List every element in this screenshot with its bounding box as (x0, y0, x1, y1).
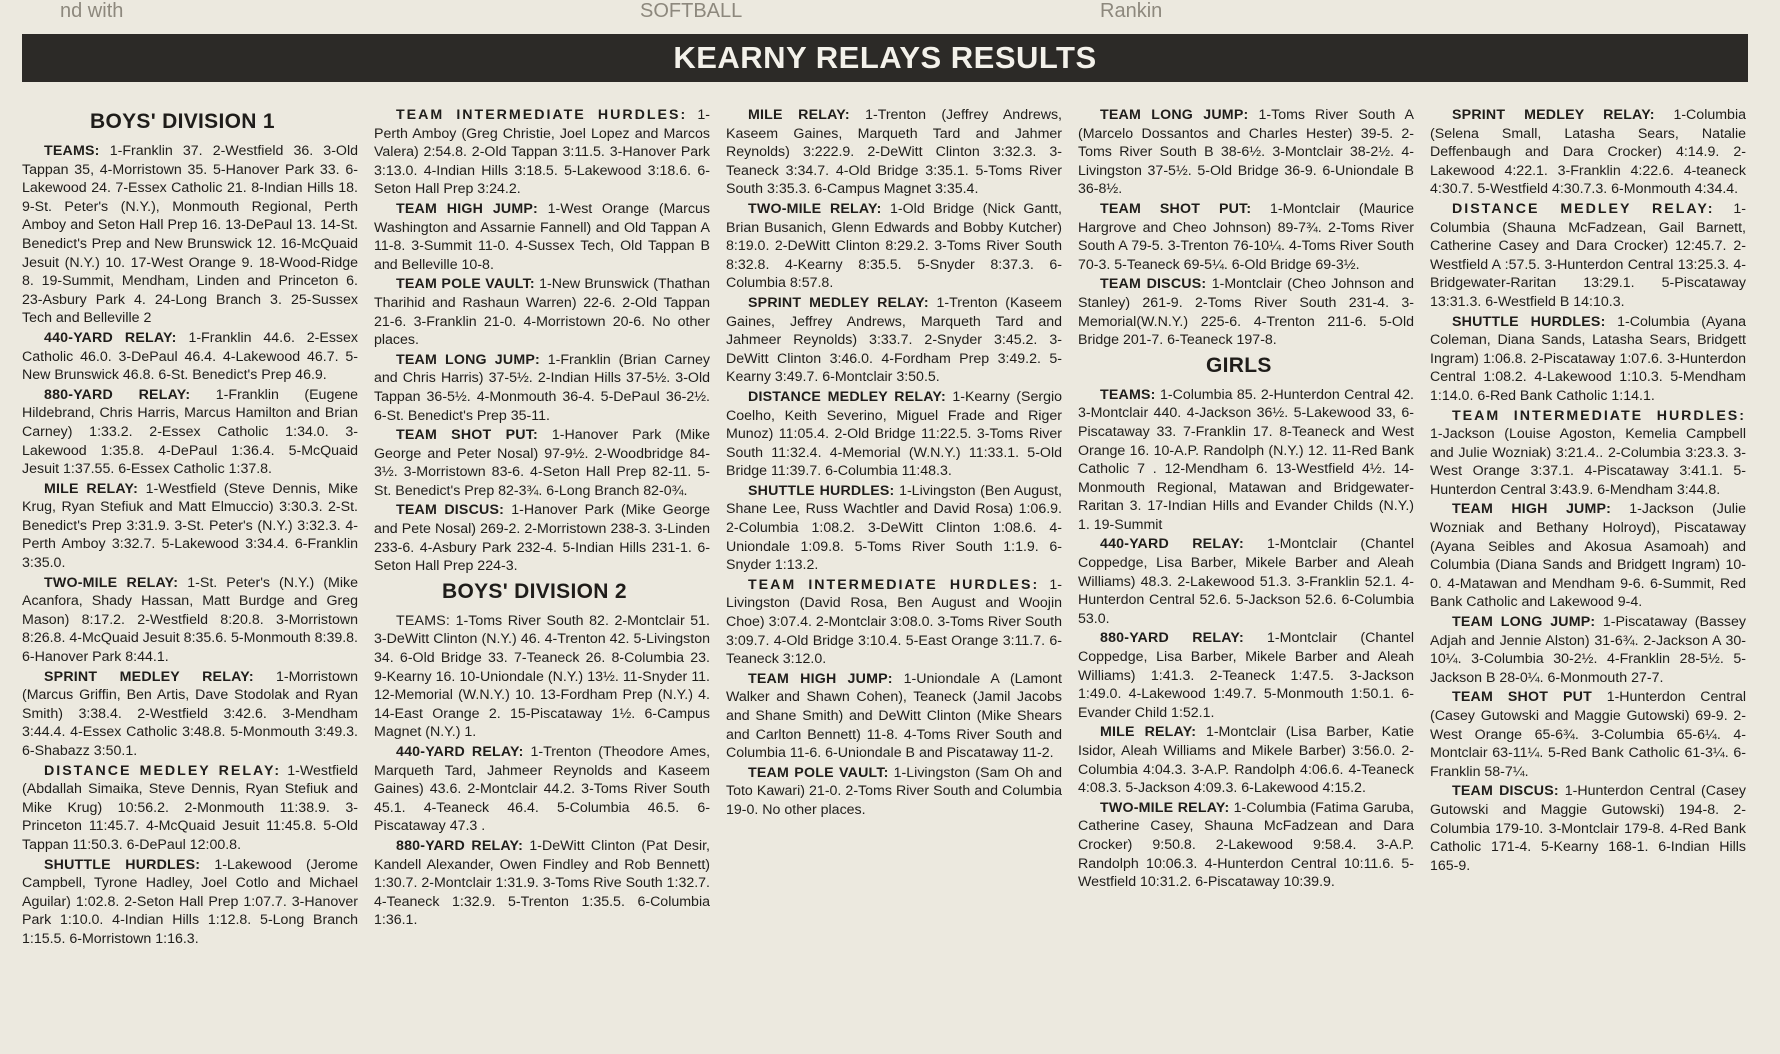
event-label: TEAM SHOT PUT: (1100, 200, 1252, 217)
event-results: 1-Toms River South 82. 2-Montclair 51. 3-DeWitt Clinton (N.Y.) 46. 4-Trenton 42. 5-Livingston 34. 6-Old Bridge 33. 7-Teaneck 26. 8-Columbia 23. 9-Kearny 16. 10-Uniondale (N.Y.) 13½. 11-Snyder 11. 12-Memorial (W.N.Y.) 10. 13-Fordham Prep (N.Y.) 4. 14-East Orange 2. 15-Piscataway 1½. 6-Campus Magnet (N.Y.) 1. (374, 612, 710, 741)
result-entry (726, 482, 1062, 575)
column-1 (22, 106, 358, 1046)
event-results: 1-Hanover Park (Mike George and Pete Nosal) 269-2. 2-Morristown 238-3. 3-Linden 233-6. 4-Asbury Park 232-4. 5-Indian Hills 231-1. 6-Seton Hall Prep 224-3. (374, 502, 710, 575)
result-entry (726, 576, 1062, 669)
section-heading-girls: GIRLS (1206, 353, 1272, 377)
event-label: TEAM POLE VAULT: (748, 764, 889, 781)
event-label: TEAMS: (1100, 386, 1156, 403)
event-label: TEAM LONG JUMP: (396, 351, 540, 368)
column-5 (1430, 106, 1746, 1046)
result-entry (374, 837, 710, 930)
event-results: 1-Franklin 37. 2-Westfield 36. 3-Old Tappan 35, 4-Morristown 35. 5-Hanover Park 33. 6-Lakewood 24. 7-Essex Catholic 21. 8-Indian Hills 18. 9-St. Peter's (N.Y.), Monmouth Regional, Perth Amboy and Seton Hall Prep 16. 13-DePaul 13. 14-St. Benedict's Prep and New Brunswick 12. 16-McQuaid Jesuit (N.Y.) 10. 17-West Orange 9. 18-Wood-Ridge 8. 19-Summit, Mendham, Linden and Princeton 6. 23-Asbury Park 4. 24-Long Branch 3. 25-Sussex Tech and Belleville 2 (22, 143, 358, 327)
result-entry (374, 612, 710, 742)
event-label: TEAM HIGH JUMP: (748, 670, 893, 687)
event-results: 1-Westfield (Abdallah Simaika, Steve Dennis, Ryan Stefiuk and Mike Krug) 10:56.2. 2-Monmouth 11:38.9. 3-Princeton 11:45.7. 4-McQuaid Jesuit 11:45.8. 5-Old Tappan 11:50.3. 6-DePaul 12:00.8. (22, 762, 358, 853)
event-label: TEAM DISCUS: (1100, 276, 1207, 293)
result-entry (726, 388, 1062, 481)
event-results: 1-New Brunswick (Thathan Tharihid and Rashaun Warren) 22-6. 2-Old Tappan 21-6. 3-Franklin 21-0. 4-Morristown 20-6. No other places. (374, 276, 710, 349)
top-fragment-3: Rankin (1100, 0, 1163, 22)
event-label: TEAM LONG JUMP: (1452, 614, 1596, 631)
event-results: 1-Livingston (Sam Oh and Toto Kawari) 21-0. 2-Toms River South and Columbia 19-0. No other places. (726, 764, 1062, 818)
result-entry (726, 764, 1062, 820)
event-results: 1-Montclair (Maurice Hargrove and Cheo Johnson) 89-7¾. 2-Toms River South A 79-5. 3-Trenton 76-10¼. 4-Toms River South 70-3. 5-Teaneck 69-5¼. 6-Old Bridge 69-3½. (1078, 200, 1414, 273)
column-3 (726, 106, 1062, 1046)
event-label: TEAM HIGH JUMP: (396, 200, 538, 217)
event-label: TEAM DISCUS: (1452, 783, 1559, 800)
top-fragment-1: nd with (60, 0, 124, 22)
result-entry (1430, 613, 1746, 687)
column-4 (1078, 106, 1414, 1046)
top-fragment-2: SOFTBALL (640, 0, 743, 22)
event-results: 1-Hunterdon Central (Casey Gutowski and Maggie Gutowski) 194-8. 2-Columbia 179-10. 3-Montclair 179-8. 4-Red Bank Catholic 171-4. 5-Kearny 168-1. 6-Indian Hills 165-9. (1430, 783, 1746, 874)
result-entry (1430, 407, 1746, 500)
event-label: TEAM HIGH JUMP: (1452, 501, 1612, 518)
result-entry (1078, 799, 1414, 892)
event-label: TEAM INTERMEDIATE HURDLES: (1452, 407, 1746, 424)
results-banner-title: KEARNY RELAYS RESULTS (22, 34, 1748, 82)
event-label: SPRINT MEDLEY RELAY: (748, 294, 929, 311)
result-entry (1078, 629, 1414, 722)
event-label: TEAM INTERMEDIATE HURDLES: (748, 576, 1040, 593)
event-results: 1-Hunterdon Central (Casey Gutowski and Maggie Gutowski) 69-9. 2-West Orange 65-6¾. 3-Columbia 65-6¼. 4-Montclair 63-11¼. 5-Red Bank Catholic 61-3¼. 6-Franklin 58-7¼. (1430, 689, 1746, 780)
event-label: MILE RELAY: (1100, 724, 1197, 741)
event-results: 1-Perth Amboy (Greg Christie, Joel Lopez and Marcos Valera) 2:54.8. 2-Old Tappan 3:11.5. 3-Hanover Park 3:13.0. 4-Indian Hills 3:18.5. 5-Lakewood 3:18.6. 6-Seton Hall Prep 3:24.2. (374, 107, 710, 198)
event-results: 1-Toms River South A (Marcelo Dossantos and Charles Hester) 39-5. 2-Toms River South B 38-6½. 3-Montclair 38-2½. 4-Livingston 37-5½. 5-Old Bridge 36-9. 6-Uniondale B 36-8½. (1078, 107, 1414, 198)
event-label: TEAMS: (44, 143, 100, 159)
event-label: 880-YARD RELAY: (396, 837, 524, 854)
result-entry (1430, 106, 1746, 199)
event-label: DISTANCE MEDLEY RELAY: (748, 388, 946, 405)
result-entry (726, 294, 1062, 387)
result-entry (1430, 313, 1746, 406)
section-heading-boys-division-1: BOYS' DIVISION 1 (90, 110, 275, 133)
event-results: 1-Franklin 44.6. 2-Essex Catholic 46.0. 3-DePaul 46.4. 4-Lakewood 46.7. 5-New Brunswick 46.8. 6-St. Benedict's Prep 46.9. (22, 329, 358, 384)
event-results: 1-Jackson (Louise Agoston, Kemelia Campbell and Julie Wozniak) 3:21.4.. 2-Columbia 3:23.3. 3-West Orange 3:37.1. 4-Piscataway 3:41.1. 5-Hunterdon Central 3:43.9. 6-Mendham 3:44.8. (1430, 426, 1746, 498)
event-results: 1-Columbia (Ayana Coleman, Diana Sands, Latasha Sears, Bridgett Ingram) 1:06.8. 2-Piscataway 1:07.6. 3-Hunterdon Central 1:08.2. 4-Lakewood 1:10.3. 5-Mendham 1:14.0. 6-Red Bank Catholic 1:14.1. (1430, 313, 1746, 404)
result-entry (1078, 386, 1414, 535)
event-results: 1-Westfield (Steve Dennis, Mike Krug, Ryan Stefiuk and Matt Elmuccio) 3:30.3. 2-St. Benedict's Prep 3:31.9. 3-St. Peter's (N.Y.) 3:32.3. 4-Perth Amboy 3:32.7. 5-Lakewood 3:34.4. 6-Franklin 3:35.0. (22, 480, 358, 572)
event-results: 1-Trenton (Kaseem Gaines, Jeffrey Andrews, Marqueth Tard and Jahmeer Reynolds) 3:33.7. 2-Snyder 3:45.2. 3-DeWitt Clinton 3:46.0. 4-Fordham Prep 3:49.2. 5-Kearny 3:49.7. 6-Montclair 3:50.5. (726, 294, 1062, 386)
result-entry (1078, 200, 1414, 274)
event-label: MILE RELAY: (44, 480, 139, 497)
section-heading-boys-division-2: BOYS' DIVISION 2 (442, 579, 627, 603)
result-entry (22, 329, 358, 385)
result-entry (22, 668, 358, 761)
event-label: 440-YARD RELAY: (1100, 536, 1244, 553)
result-entry (374, 426, 710, 500)
result-entry (726, 200, 1062, 293)
result-entry (374, 106, 710, 199)
event-results: 1-Old Bridge (Nick Gantt, Brian Busanich, Glenn Edwards and Bobby Kutcher) 8:19.0. 2-DeWitt Clinton 8:29.2. 3-Toms River South 8:32.8. 4-Kearny 8:35.5. 5-Snyder 8:37.3. 6-Columbia 8:57.8. (726, 200, 1062, 292)
event-label: TEAMS: (396, 612, 451, 629)
event-label: DISTANCE MEDLEY RELAY: (44, 762, 282, 779)
result-entry (1430, 782, 1746, 875)
result-entry (374, 351, 710, 425)
event-label: SHUTTLE HURDLES: (1452, 313, 1606, 330)
result-entry (22, 142, 358, 328)
event-results: 1-Montclair (Chantel Coppedge, Lisa Barber, Mikele Barber and Aleah Williams) 1:41.3. 2-Teaneck 1:47.5. 3-Jackson 1:49.0. 4-Lakewood 1:49.7. 5-Monmouth 1:50.1. 6-Evander Child 1:52.1. (1078, 630, 1414, 721)
event-results: 1-Columbia (Shauna McFadzean, Gail Barnett, Catherine Casey and Dara Crocker) 12:45.7. 2-Westfield A :57.5. 3-Hunterdon Central 13:25.3. 4-Bridgewater-Raritan 13:29.1. 5-Piscataway 13:31.3. 6-Westfield B 14:10.3. (1430, 200, 1746, 310)
event-label: SPRINT MEDLEY RELAY: (44, 668, 254, 685)
result-entry (374, 743, 710, 836)
result-entry (1430, 500, 1746, 612)
event-results: 1-Trenton (Theodore Ames, Marqueth Tard, Jahmeer Reynolds and Kaseem Gaines) 43.6. 2-Montclair 44.2. 3-Toms River South 45.1. 4-Teaneck 46.4. 5-Columbia 46.5. 6-Piscataway 47.3 . (374, 744, 710, 835)
event-results: 1-Livingston (David Rosa, Ben August and Woojin Choe) 3:07.4. 2-Montclair 3:08.0. 3-Toms River South 3:09.7. 4-Old Bridge 3:10.4. 5-East Orange 3:11.7. 6-Teaneck 3:12.0. (726, 576, 1062, 668)
result-entry (1078, 723, 1414, 797)
event-results: 1-West Orange (Marcus Washington and Assarnie Fannell) and Old Tappan A 11-8. 3-Summit 11-0. 4-Sussex Tech, Old Tappan B and Belleville 10-8. (374, 200, 710, 273)
event-label: TEAM SHOT PUT: (396, 427, 538, 444)
event-label: MILE RELAY: (748, 107, 850, 123)
result-entry (374, 501, 710, 575)
event-results: 1-Hanover Park (Mike George and Peter Nosal) 97-9½. 2-Woodbridge 84-3½. 3-Morristown 83-6. 4-Seton Hall Prep 82-11. 5-St. Benedict's Prep 82-3¾. 6-Long Branch 82-0¾. (374, 427, 710, 499)
event-results: 1-Trenton (Jeffrey Andrews, Kaseem Gaines, Marqueth Tard and Jahmer Reynolds) 3:222.9. 2-DeWitt Clinton 3:32.3. 3-Teaneck 3:34.7. 4-Old Bridge 3:35.1. 5-Toms River South 3:35.3. 6-Campus Magnet 3:35.4. (726, 107, 1062, 198)
result-entry (22, 856, 358, 949)
result-entry (22, 762, 358, 855)
event-label: 880-YARD RELAY: (44, 386, 191, 403)
result-entry (726, 106, 1062, 199)
event-results: 1-Piscataway (Bassey Adjah and Jennie Alston) 31-6¾. 2-Jackson A 30-10¼. 3-Columbia 30-2½. 4-Franklin 28-5½. 5-Jackson B 28-0¼. 6-Monmouth 27-7. (1430, 614, 1746, 686)
event-results: 1-Columbia (Selena Small, Latasha Sears, Natalie Deffenbaugh and Dara Crocker) 4:14.9. 2-Lakewood 4:22.1. 3-Franklin 4:22.6. 4-teaneck 4:30.7. 5-Westfield 4:30.7.3. 6-Monmouth 4:34.4. (1430, 107, 1746, 198)
event-label: TWO-MILE RELAY: (44, 574, 179, 591)
event-results: 1-Columbia (Fatima Garuba, Catherine Casey, Shauna McFadzean and Dara Crocker) 9:50.8. 2-Lakewood 9:58.4. 3-A.P. Randolph 10:06.3. 4-Hunterdon Central 10:11.6. 5-Westfield 10:31.2. 6-Piscataway 10:39.9. (1078, 799, 1414, 891)
event-label: 440-YARD RELAY: (44, 329, 177, 346)
event-results: 1-Kearny (Sergio Coelho, Keith Severino, Miguel Frade and Riger Munoz) 11:05.4. 2-Old Bridge 11:22.5. 3-Toms River South 11:32.4. 4-Memorial (W.N.Y.) 11:33.1. 5-Old Bridge 11:39.7. 6-Columbia 11:48.3. (726, 388, 1062, 480)
event-label: SPRINT MEDLEY RELAY: (1452, 107, 1655, 123)
event-results: 1-Montclair (Cheo Johnson and Stanley) 261-9. 2-Toms River South 231-4. 3-Memorial(W.N.Y.) 225-6. 4-Trenton 211-6. 5-Old Bridge 201-7. 6-Teaneck 197-8. (1078, 276, 1414, 349)
event-label: 880-YARD RELAY: (1100, 630, 1244, 647)
event-label: SHUTTLE HURDLES: (44, 856, 201, 873)
event-results: 1-Columbia 85. 2-Hunterdon Central 42. 3-Montclair 440. 4-Jackson 36½. 5-Lakewood 33, 6-Piscataway 33. 7-Franklin 17. 8-Teaneck and West Orange 16. 10-A.P. Randolph (N.Y.) 12. 11-Red Bank Catholic 7 . 12-Mendham 6. 13-Westfield 4½. 14-Monmouth Regional, Matawan and Bridgewater-Raritan 3. 17-Indian Hills and Evander Childs (N.Y.) 1. 19-Summit (1078, 386, 1414, 533)
event-results: 1-Montclair (Lisa Barber, Katie Isidor, Aleah Williams and Mikele Barber) 3:56.0. 2-Columbia 4:04.3. 3-A.P. Randolph 4:06.6. 4-Teaneck 4:08.3. 5-Jackson 4:09.3. 6-Lakewood 4:15.2. (1078, 724, 1414, 797)
event-label: TEAM INTERMEDIATE HURDLES: (396, 107, 688, 123)
result-entry (726, 670, 1062, 763)
event-label: TWO-MILE RELAY: (1100, 799, 1230, 816)
event-results: 1-Montclair (Chantel Coppedge, Lisa Barber, Mikele Barber and Aleah Williams) 48.3. 2-Lakewood 51.3. 3-Franklin 52.1. 4-Hunterdon Central 52.6. 5-Jackson 52.6. 6-Columbia 53.0. (1078, 536, 1414, 627)
event-label: DISTANCE MEDLEY RELAY: (1452, 200, 1715, 217)
result-entry (22, 574, 358, 667)
event-label: TWO-MILE RELAY: (748, 200, 882, 217)
result-entry (1430, 688, 1746, 781)
event-results: 1-Franklin (Brian Carney and Chris Harris) 37-5½. 2-Indian Hills 37-5½. 3-Old Tappan 36-5½. 4-Monmouth 36-4. 5-DePaul 36-2½. 6-St. Benedict's Prep 35-11. (374, 351, 710, 424)
event-results: 1-Uniondale A (Lamont Walker and Shawn Cohen), Teaneck (Jamil Jacobs and Shane Smith) and DeWitt Clinton (Mike Shears and Carlton Bennett) 11-8. 4-Toms River South and Columbia 11-6. 6-Uniondale B and Piscataway 11-2. (726, 670, 1062, 762)
event-label: SHUTTLE HURDLES: (748, 482, 895, 499)
result-entry (1430, 200, 1746, 312)
column-2 (374, 106, 710, 1046)
event-results: 1-St. Peter's (N.Y.) (Mike Acanfora, Shady Hassan, Matt Burdge and Greg Mason) 8:17.2. 2-Westfield 8:20.8. 3-Morristown 8:26.8. 4-McQuaid Jesuit 8:35.6. 5-Monmouth 8:39.8. 6-Hanover Park 8:44.1. (22, 574, 358, 666)
result-entry (1078, 106, 1414, 199)
event-label: TEAM POLE VAULT: (396, 276, 535, 293)
event-results: 1-DeWitt Clinton (Pat Desir, Kandell Alexander, Owen Findley and Rob Bennett) 1:30.7. 2-Montclair 1:31.9. 3-Toms Rive South 1:32.7. 4-Teaneck 1:32.9. 5-Trenton 1:35.5. 6-Columbia 1:36.1. (374, 837, 710, 929)
event-results: 1-Livingston (Ben August, Shane Lee, Russ Wachtler and David Rosa) 1:06.9. 2-Columbia 1:08.2. 3-DeWitt Clinton 1:08.6. 4-Uniondale 1:09.8. 5-Toms River South 1:1.9. 6-Snyder 1:13.2. (726, 482, 1062, 574)
result-entry (22, 386, 358, 479)
event-results: 1-Jackson (Julie Wozniak and Bethany Holroyd), Piscataway (Ayana Seibles and Akosua Asamoah) and Columbia (Diana Sands and Bridgett Ingram) 10-0. 4-Matawan and Mendham 9-6. 6-Summit, Red Bank Catholic and Lakewood 9-4. (1430, 501, 1746, 611)
result-entry (374, 200, 710, 274)
result-entry (1078, 275, 1414, 349)
event-label: TEAM LONG JUMP: (1100, 107, 1249, 123)
event-results: 1-Morristown (Marcus Griffin, Ben Artis, Dave Stodolak and Ryan Smith) 3:38.4. 2-Westfield 3:42.6. 3-Mendham 3:44.4. 4-Essex Catholic 3:48.8. 5-Monmouth 3:49.3. 6-Shabazz 3:50.1. (22, 668, 358, 759)
result-entry (22, 480, 358, 573)
result-entry (374, 275, 710, 349)
event-label: 440-YARD RELAY: (396, 744, 524, 760)
event-results: 1-Lakewood (Jerome Campbell, Tyrone Hadley, Joel Cotlo and Michael Aguilar) 1:02.8. 2-Seton Hall Prep 1:07.7. 3-Hanover Park 1:10.0. 4-Indian Hills 1:12.8. 5-Long Branch 1:15.5. 6-Morristown 1:16.3. (22, 856, 358, 947)
event-label: TEAM DISCUS: (396, 502, 505, 519)
event-results: 1-Franklin (Eugene Hildebrand, Chris Harris, Marcus Hamilton and Brian Carney) 1:33.2. 2-Essex Catholic 1:34.0. 3-Lakewood 1:35.8. 4-DePaul 1:36.4. 5-McQuaid Jesuit 1:37.55. 6-Essex Catholic 1:37.8. (22, 386, 358, 478)
event-label: TEAM SHOT PUT (1452, 689, 1592, 706)
result-entry (1078, 535, 1414, 628)
